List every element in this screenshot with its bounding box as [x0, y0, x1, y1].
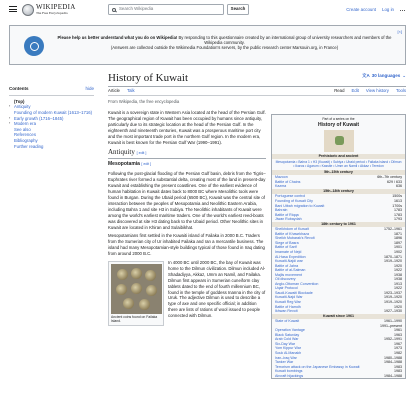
chevron-right-icon[interactable]: ›	[9, 115, 11, 120]
infobox-section-heading: Kuwait since 1961	[272, 314, 405, 320]
series-title[interactable]: History of Kuwait	[317, 121, 360, 128]
image-caption: Ancient coins found on Failaka Island.	[111, 315, 158, 324]
paragraph: Mesopotamians first settled in the Kuwaiti island of Failaka in 2000 B.C. Traders from the Sumerian city of Ur inhabited Failaka and ran a mercantile business. The island had many Mesopotamian-style buildings typical of those found in Iraq dating from around 2000 B.C.	[108, 233, 265, 257]
infobox-row	[272, 374, 405, 379]
infobox-event-date: 6th–7th century	[377, 175, 402, 180]
infobox-event-date: 636	[396, 184, 402, 189]
infobox-event-link[interactable]: Operation Vantage	[275, 328, 305, 333]
infobox-event-date: 1983	[394, 364, 402, 369]
infobox-event-date: 1896	[394, 236, 402, 241]
infobox-event-link[interactable]: Kuwait bombings	[275, 369, 303, 374]
infobox-event-date: 629 / 633	[387, 179, 402, 184]
infobox-event-date: 1938	[394, 272, 402, 277]
infobox-rows	[272, 194, 405, 221]
infobox-event-link[interactable]: Battle of Riqqa	[275, 212, 299, 217]
infobox-event-link[interactable]: State of Kuwait	[275, 319, 300, 324]
infobox-event-link[interactable]: Majlis movement	[275, 272, 302, 277]
search-button[interactable]: Search	[227, 4, 249, 15]
language-button[interactable]	[362, 73, 406, 79]
tab-view-history[interactable]: View history	[365, 88, 389, 93]
toc-item-label: Early growth (1716–1845)	[14, 115, 64, 121]
infobox-event-date: 1938	[394, 277, 402, 282]
banner-text	[52, 35, 397, 51]
infobox-event-date: 1613	[394, 198, 402, 203]
toc-item[interactable]	[9, 144, 94, 150]
section-title: Antiquity	[108, 148, 135, 157]
toc-item-label: Modern era	[14, 121, 36, 127]
infobox-event-link[interactable]: Sheikh Mubarak's Revolt	[275, 236, 315, 241]
tab-edit[interactable]: Edit	[351, 88, 359, 93]
logo-title: WIKIPEDIA	[36, 3, 76, 11]
infobox-rows	[272, 175, 405, 189]
banner-body: By responding to this questionnaire created by an international group of university researchers and members of the Wikipedia community.	[177, 35, 392, 46]
search-placeholder: Search Wikipedia	[119, 6, 154, 12]
infobox-event-date: 1967	[394, 341, 402, 346]
wikipedia-wordmark[interactable]	[36, 4, 76, 15]
prehistoric-links[interactable]: Mesopotamia • Bahra 1 • H3 (Kuwait) • Subiya • Ubaid period • Failaka Island • Dilmun • Ikaros • Agarum • Kassite • Umm an Namil • Akkaz • Teredon	[275, 160, 402, 169]
infobox-section-heading: 5th–15th century	[272, 170, 405, 176]
infobox-event-link[interactable]: Kuwaiti-Najdi war	[275, 259, 303, 264]
infobox-event-link[interactable]: Kuwait Reg War	[275, 300, 301, 304]
image-thumbnail[interactable]	[108, 261, 164, 326]
logo-tagline: The Free Encyclopedia	[36, 11, 68, 15]
infobox-event-date: 1980–1988	[384, 355, 402, 360]
infobox-event-date: 1752–1961	[384, 227, 402, 232]
infobox-event-date: 1902	[394, 249, 402, 254]
personal-tools	[346, 7, 406, 13]
infobox-event-date: 1919–1920	[384, 300, 402, 304]
infobox-section-heading: 18th century to 1961	[272, 222, 405, 228]
create-account-link[interactable]: Create account	[346, 7, 377, 12]
infobox-event-link[interactable]: Six-Day War	[275, 341, 296, 346]
chevron-right-icon[interactable]: ›	[9, 104, 11, 109]
infobox-event-link[interactable]: Bahrain	[275, 208, 288, 213]
infobox-event-link[interactable]: Battle of Jahra	[275, 263, 299, 268]
infobox-event-date: 1920	[394, 263, 402, 268]
infobox-event-link[interactable]: Arab Cold War	[275, 337, 299, 342]
divider	[108, 95, 406, 96]
infobox-event-link[interactable]: Battle of Hamdh	[275, 304, 301, 309]
infobox-event-link[interactable]: Iran–Iraq War	[275, 355, 297, 360]
search-icon	[112, 8, 116, 12]
page-title: History of Kuwait	[108, 72, 189, 84]
tab-article[interactable]: Article	[108, 88, 120, 96]
infobox-event-date: 1919–1920	[384, 259, 402, 264]
section-heading-antiquity	[108, 148, 266, 159]
infobox-event-link[interactable]: Sheikhdom of Kuwait	[275, 227, 309, 232]
infobox-event-link[interactable]: Bani Utbah migration to Kuwait	[275, 203, 325, 208]
infobox-event-link[interactable]: Battle of Khawrkhaza	[275, 231, 309, 236]
toc-list	[9, 99, 94, 149]
tab-talk[interactable]: Talk	[126, 88, 135, 93]
infobox-event-date: 1927–1930	[384, 309, 402, 314]
survey-banner	[9, 25, 406, 65]
infobox-event-date: 1973	[394, 346, 402, 351]
subsection-heading-mesopotamia	[108, 162, 266, 168]
coin	[117, 269, 128, 280]
article-body	[108, 110, 266, 328]
infobox-event-date: 1783	[394, 212, 402, 217]
infobox-event-link[interactable]: Uqair Protocol	[275, 286, 298, 291]
infobox-event-date: 1991–present	[380, 323, 402, 328]
infobox-event-link[interactable]: Kuwaiti-Najd War	[275, 295, 303, 300]
infobox-event-date: 1984–1988	[384, 373, 402, 378]
table-of-contents	[9, 86, 94, 149]
infobox-event-date: 1783	[394, 208, 402, 213]
coin	[123, 298, 134, 309]
infobox-event-date: 1983	[394, 369, 402, 374]
infobox-event-date: 1870–1871	[384, 254, 402, 259]
infobox-event-link[interactable]: Terrorism attack on the Japanese Embassy in Kuwait	[275, 364, 360, 369]
infobox-event-date: 1982	[394, 351, 402, 356]
infobox-event-link[interactable]: Aircraft hijackings	[275, 373, 304, 378]
toc-item-label: Antiquity	[14, 104, 31, 110]
toc-item-label: Founding of modern Kuwait (1613–1716)	[14, 109, 93, 115]
infobox-event-link[interactable]: Tanker War	[275, 360, 294, 365]
divider	[9, 95, 94, 96]
more-options-icon[interactable]	[400, 10, 406, 11]
coin	[139, 299, 150, 310]
coin	[146, 285, 157, 296]
infobox-event-link[interactable]: Battle of Chains	[275, 179, 301, 184]
infobox-event-date: 1920	[394, 304, 402, 309]
chevron-down-icon: ⌄	[402, 73, 406, 78]
infobox-event-link[interactable]: Black Saturday	[275, 332, 300, 337]
infobox-event-link[interactable]: Siege of Basra	[275, 240, 299, 245]
infobox-section-heading: Prehistoric and ancient	[272, 154, 405, 160]
infobox-event-link[interactable]: Battle of al-Salman	[275, 268, 306, 273]
infobox-event-date: 1963	[394, 332, 402, 337]
infobox-event-link[interactable]: Al-Hasa Expedition	[275, 254, 306, 259]
translate-icon: 文A	[361, 73, 370, 78]
coin	[131, 283, 142, 294]
infobox-event-date: 1984–1988	[384, 360, 402, 365]
infobox-event-link[interactable]: Saudi-Kuwaiti Blockade	[275, 290, 313, 295]
tagline: From Wikipedia, the free encyclopedia	[108, 99, 180, 104]
infobox-section-heading: 15th–18th century	[272, 189, 405, 195]
infobox-event-date: 1500s	[392, 194, 402, 199]
infobox-event-date: 1919–1920	[384, 295, 402, 300]
infobox-event-date: 1922	[394, 286, 402, 291]
close-banner-button[interactable]: [×]	[397, 29, 402, 34]
paragraph: Following the post-glacial flooding of the Persian Gulf basin, debris from the Tigris–Euphrates river formed a substantial delta, creating most of the land in present-day Kuwait and establishing the present coastlines. One of the earliest evidence of human habitation in Kuwait dates back to 8000 BC where Mesolithic tools were found in Burgan. During the Ubaid period (6500 BC), Kuwait was the central site of interaction between the peoples of Mesopotamia and Neolithic Eastern Arabia, including Bahra 1 and site H3 in Subiya. The Neolithic inhabitants of Kuwait were among the world's earliest maritime traders. One of the world's earliest reed-boats was discovered at site H3 dating back to the Ubaid period. Other Neolithic sites in Kuwait are located in Khiran and Sulaibikhat.	[108, 171, 266, 230]
infobox-event-link[interactable]: Founding of Kuwait City	[275, 198, 313, 203]
toc-item-label: Bibliography	[14, 137, 38, 143]
subsection-title: Mesopotamia	[108, 161, 140, 168]
main-menu-icon[interactable]	[9, 6, 17, 12]
infobox-event-link[interactable]: Jiwan Rubaydah	[275, 217, 302, 222]
hide-contents-button[interactable]: hide	[85, 86, 94, 91]
infobox-rows	[272, 319, 405, 378]
coin	[131, 268, 142, 279]
banner-headline[interactable]: Please help us better understand what you do on Wikipedia!	[57, 35, 178, 40]
infobox-event-link[interactable]: Oil discovery	[275, 277, 296, 282]
infobox-event-date: 1897	[394, 240, 402, 245]
edit-section-link[interactable]: [ edit ]	[136, 151, 147, 156]
series-label: Part of a series on the	[322, 117, 355, 121]
infobox-event-link[interactable]: Portuguese control	[275, 194, 306, 199]
series-infobox	[271, 114, 406, 379]
toc-item-label: (Top)	[14, 98, 25, 104]
coin	[116, 284, 127, 295]
infobox-event-link[interactable]: Ikhwan Revolt	[275, 309, 298, 314]
tab-tools[interactable]: Tools	[395, 88, 406, 93]
search-input[interactable]	[108, 4, 224, 15]
wikimedia-logo-icon	[24, 36, 44, 56]
contents-title: Contents	[9, 86, 29, 91]
infobox-event-link[interactable]: Imamate of Nejd	[275, 249, 302, 254]
infobox-header	[272, 115, 405, 154]
infobox-event-date: 1923–1937	[384, 290, 402, 295]
divider	[108, 86, 406, 87]
tab-read[interactable]: Read	[334, 88, 344, 96]
infobox-event-date: 1871	[394, 231, 402, 236]
infobox-event-date: 1952–1991	[384, 337, 402, 342]
edit-subsection-link[interactable]: [ edit ]	[141, 162, 152, 167]
infobox-event-date: 1913	[394, 281, 402, 286]
infobox-event-link[interactable]: Anglo-Ottoman Convention	[275, 281, 319, 286]
infobox-event-date: 1922	[394, 268, 402, 273]
coin	[145, 270, 156, 281]
ancient-coins-image[interactable]	[111, 264, 162, 314]
infobox-event-link[interactable]: Mazoon	[275, 175, 288, 180]
infobox-event-date: 1961–1990	[384, 319, 402, 324]
log-in-link[interactable]: Log in	[382, 7, 394, 12]
infobox-event-link[interactable]: Souk Al-Manakh	[275, 351, 302, 356]
infobox-event-link[interactable]: Battle of Sarif	[275, 245, 297, 250]
infobox-event-date: 1961	[394, 328, 402, 333]
toc-item-label: References	[14, 132, 36, 138]
contents-header	[9, 86, 94, 92]
toc-item-label: See also	[14, 126, 31, 132]
site-header	[0, 0, 415, 20]
intro-paragraph: Kuwait is a sovereign state in Western Asia located at the head of the Persian Gulf. The geographical region of Kuwait has been occupied by humans since antiquity, particularly due to its strategic location at the head of the Persian Gulf. In the eighteenth and nineteenth centuries, Kuwait was a prosperous maritime port city and the most important trade port in the northern Gulf region. In the modern era, Kuwait is best known for the Persian Gulf War (1990–1991).	[108, 110, 266, 145]
infobox-event-link[interactable]: Yom Kippur War	[275, 346, 301, 351]
chevron-right-icon[interactable]: ›	[9, 121, 11, 126]
infobox-event-date: 1793	[394, 217, 402, 222]
toc-item-label: Further reading	[14, 143, 44, 149]
infobox-rows	[272, 227, 405, 313]
infobox-event-date: 1700s	[392, 203, 402, 208]
paragraph: In 4000 BC until 2000 BC, the bay of Kuwait was home to the Dilmun civilization. Dilmun included Al-Shadadiyya, Akkaz, Umm an Namil, and Failaka. Dilmun first appears in Sumerian cuneiform clay tablets dated to the end of fourth millennium BC, found in the temple of goddess Inanna in the city of Uruk. The adjective Dilmun is used to describe a type of axe and one specific official; in addition there are lists of rations of wool issued to people connected with Dilmun.	[168, 260, 266, 319]
language-count: 30 languages	[371, 73, 401, 78]
kuwait-map-image[interactable]	[324, 130, 354, 152]
wikipedia-globe-icon[interactable]	[22, 4, 34, 16]
infobox-event-date: 1901	[394, 245, 402, 250]
banner-note: (Answers are collected outside the Wikimedia Foundation's servers, by the public research center Marsouin.org, in France)	[110, 45, 339, 51]
infobox-event-link[interactable]: Kazma	[275, 184, 287, 189]
